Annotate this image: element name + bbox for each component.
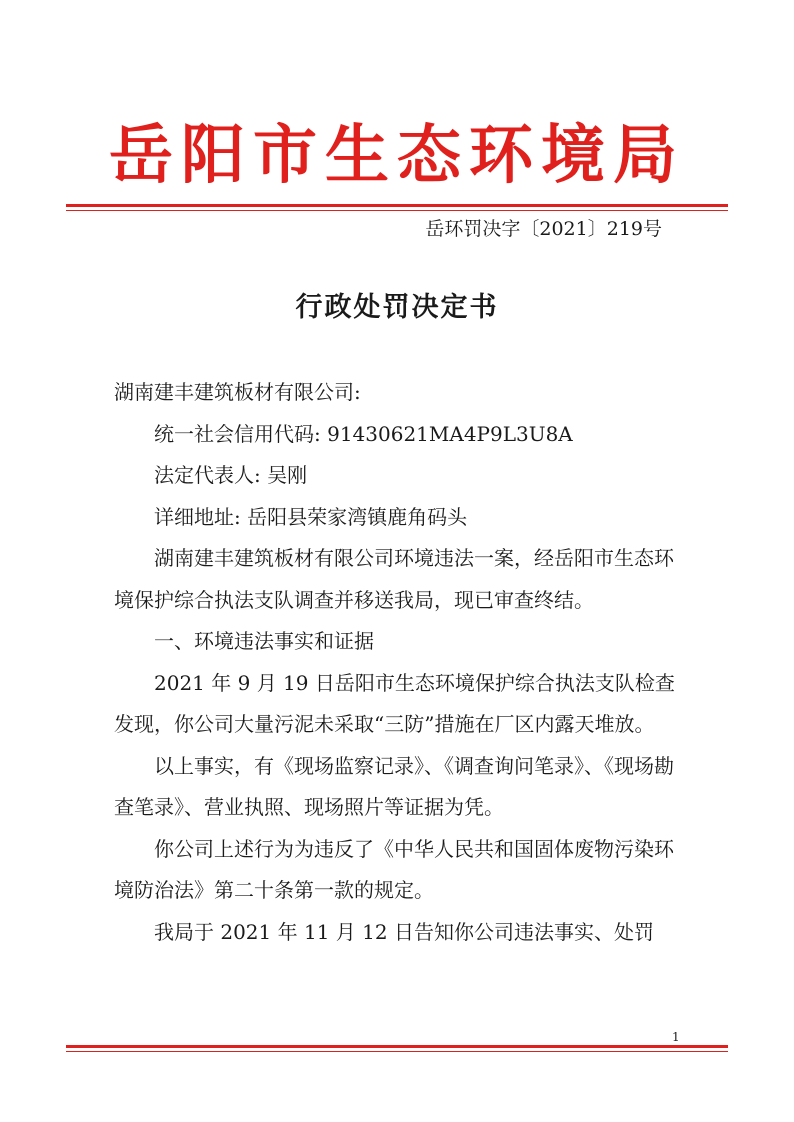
credit-code-line: 统一社会信用代码: 91430621MA4P9L3U8A [154,421,573,446]
organization-header: 岳阳市生态环境局 [109,118,685,193]
page-number: 1 [672,1030,680,1044]
address-line: 详细地址: 岳阳县荣家湾镇鹿角码头 [154,504,468,529]
header-red-rule-thick [66,204,728,207]
body-paragraph: 湖南建丰建筑板材有限公司环境违法一案，经岳阳市生态环境保护综合执法支队调查并移送我局，现已审查终结。 [114,546,674,612]
body-paragraph: 我局于 2021 年 11 月 12 日告知你公司违法事实、处罚 [154,919,654,944]
header-red-rule-thin [66,210,728,211]
footer-red-rule-thick [66,1045,728,1048]
body-paragraph: 你公司上述行为为违反了《中华人民共和国固体废物污染环境防治法》第二十条第一款的规定。 [114,836,674,902]
body-paragraph: 以上事实，有《现场监察记录》、《调查询问笔录》、《现场勘查笔录》、营业执照、现场照片等证据为凭。 [114,753,674,819]
legal-representative-line: 法定代表人: 吴刚 [154,463,308,487]
footer-red-rule-thin [66,1051,728,1052]
document-title: 行政处罚决定书 [295,292,499,323]
document-number: 岳环罚决字〔2021〕219号 [425,218,662,240]
section-heading: 一、环境违法事实和证据 [154,629,374,653]
recipient-salutation: 湖南建丰建筑板材有限公司: [114,380,361,404]
document-body [114,372,684,953]
body-paragraph: 2021 年 9 月 19 日岳阳市生态环境保护综合执法支队检查发现，你公司大量污泥未采取“三防”措施在厂区内露天堆放。 [114,670,675,736]
